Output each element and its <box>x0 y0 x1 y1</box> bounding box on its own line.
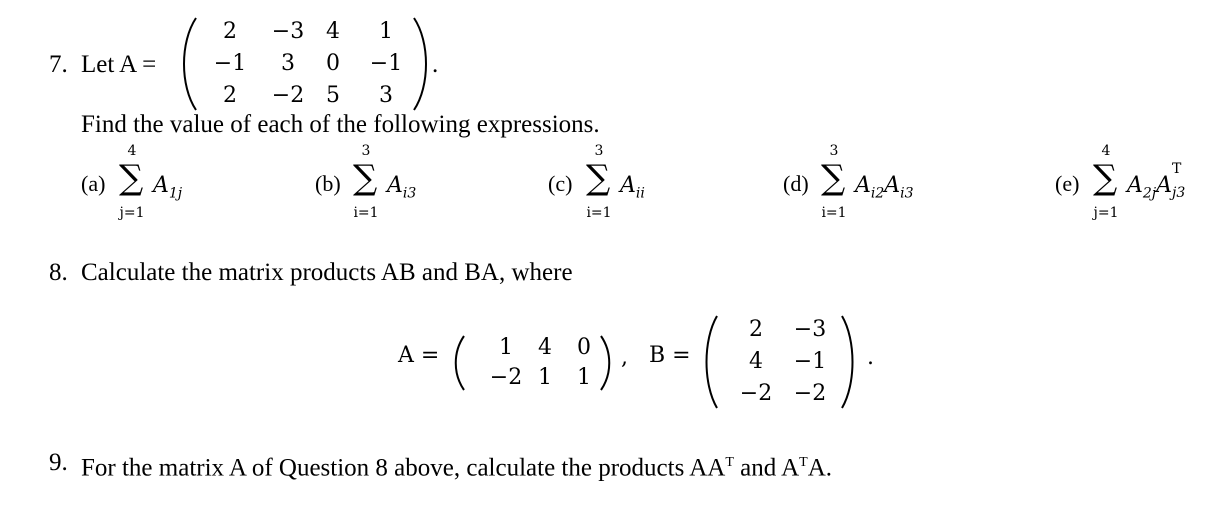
q7-part-upper-limit: 4 <box>127 143 137 159</box>
q8-comma: , <box>621 345 628 370</box>
q8-A-matrix-cell: 1 <box>577 365 591 390</box>
q9-text-after: A. <box>807 454 833 482</box>
q7-matrix-cell: −2 <box>271 83 305 108</box>
q7-lead: Let A = <box>81 51 157 78</box>
q9-sup2: T <box>799 455 808 470</box>
q7-part-lower-limit: i=1 <box>821 205 847 221</box>
q7-part-sigma: ∑ <box>821 158 846 198</box>
q8-B-matrix-cell: −1 <box>793 349 827 374</box>
q8-B-label: B = <box>649 343 691 368</box>
q8-B-matrix-cell: −2 <box>793 381 827 406</box>
q7-part-term: $A_{i2}A_{i3}$ <box>855 173 914 202</box>
q8-B-matrix-cell: 4 <box>749 349 763 374</box>
q7-part-lower-limit: i=1 <box>586 205 612 221</box>
q9-text-mid: and A <box>733 454 800 482</box>
q7-part-term: $A_{1j}$ <box>153 173 183 202</box>
q7-part-upper-limit: 4 <box>1101 143 1111 159</box>
q8-A-matrix-cell: 1 <box>538 365 552 390</box>
q7-part-sigma: ∑ <box>353 158 378 198</box>
q8-B-left-paren <box>701 314 721 410</box>
q8-A-matrix-cell: −2 <box>489 365 523 390</box>
q8-A-matrix-cell: 0 <box>577 335 591 360</box>
q8-A-left-paren <box>451 334 467 392</box>
q9-sup1: T <box>725 455 734 470</box>
q7-matrix-cell: −3 <box>271 19 305 44</box>
q7-part-lower-limit: j=1 <box>119 205 145 221</box>
q7-matrix-cell: 3 <box>379 83 393 108</box>
q9-text <box>81 448 832 483</box>
q8-B-right-paren <box>838 314 858 410</box>
q7-matrix-cell: 2 <box>223 83 237 108</box>
q7-matrix-cell: 3 <box>281 51 295 76</box>
q7-part-label: (a) <box>81 171 106 196</box>
q7-matrix-cell: 5 <box>326 83 340 108</box>
q7-part-term: $A_{ii}$ <box>620 173 645 202</box>
q7-part-upper-limit: 3 <box>829 143 839 159</box>
q7-part-lower-limit: j=1 <box>1093 205 1119 221</box>
q7-part-label: (d) <box>783 171 809 196</box>
q7-number: 7. <box>49 51 68 78</box>
q7-part-lower-limit: i=1 <box>353 205 379 221</box>
q7-part-term: $A_{2j}A$ T $_{j3}$ <box>1127 161 1186 202</box>
q7-matrix-right-paren <box>410 16 432 112</box>
q7-matrix-cell: −1 <box>369 51 403 76</box>
q8-B-matrix-cell: 2 <box>749 317 763 342</box>
q7-part-label: (b) <box>315 171 341 196</box>
q8-period: . <box>867 345 874 370</box>
q7-matrix-cell: 0 <box>326 51 340 76</box>
q7-part-sigma: ∑ <box>586 158 611 198</box>
q7-matrix-cell: −1 <box>213 51 247 76</box>
q9-number: 9. <box>49 449 68 476</box>
q7-part-sigma: ∑ <box>119 158 144 198</box>
q8-number: 8. <box>49 259 68 286</box>
q8-text: Calculate the matrix products AB and BA, where <box>81 259 573 286</box>
q7-part-upper-limit: 3 <box>361 143 371 159</box>
q7-part-upper-limit: 3 <box>594 143 604 159</box>
q7-period: . <box>432 51 439 78</box>
q9-text-before: For the matrix A of Question 8 above, calculate the products AA <box>81 454 726 482</box>
q8-A-label: A = <box>398 343 440 368</box>
q8-B-matrix-cell: −3 <box>793 317 827 342</box>
q7-part-term: $A_{i3}$ <box>387 173 417 202</box>
q8-A-matrix-cell: 1 <box>499 335 513 360</box>
q7-part-label: (e) <box>1055 171 1080 196</box>
q7-matrix-cell: 1 <box>379 19 393 44</box>
q7-part-sigma: ∑ <box>1093 158 1118 198</box>
q7-matrix-cell: 2 <box>223 19 237 44</box>
q7-instruction: Find the value of each of the following expressions. <box>81 111 600 138</box>
q7-part-label: (c) <box>548 171 573 196</box>
q8-A-matrix-cell: 4 <box>538 335 552 360</box>
q7-matrix-left-paren <box>178 16 200 112</box>
q8-B-matrix-cell: −2 <box>739 381 773 406</box>
q7-matrix-cell: 4 <box>326 19 340 44</box>
